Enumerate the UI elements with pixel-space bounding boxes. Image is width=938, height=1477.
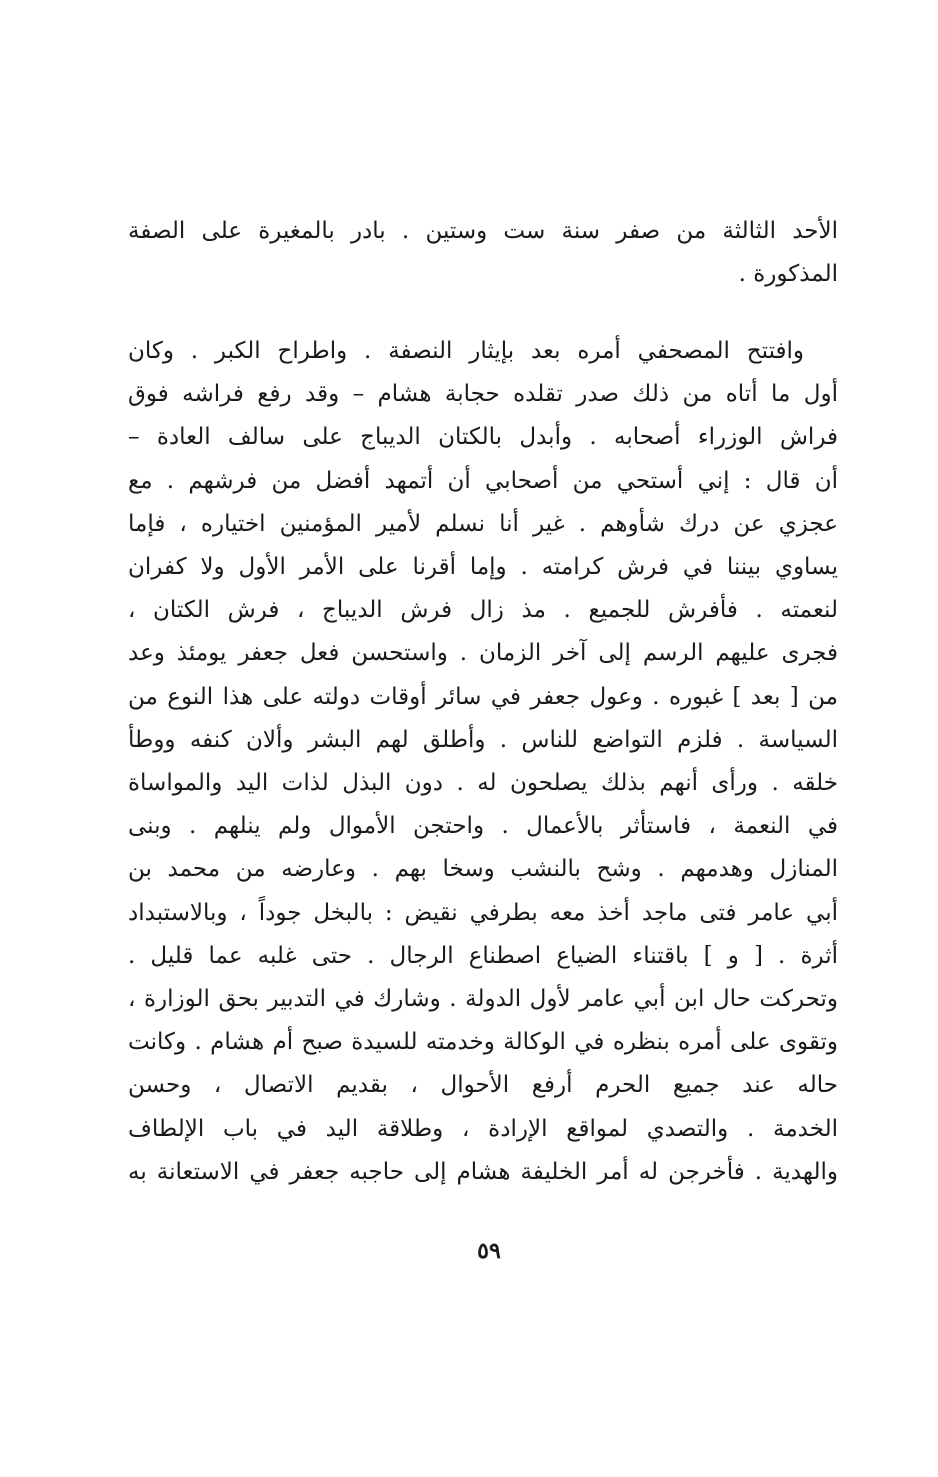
text-line: من [ بعد ] غبوره . وعول جعفر في سائر أوقات دولته على هذا النوع من <box>128 683 838 710</box>
text-line: لنعمته . فأفرش للجميع . مذ زال فرش الديباج ، فرش الكتان ، <box>128 597 838 624</box>
text-line: في النعمة ، فاستأثر بالأعمال . واحتجن الأموال ولم ينلهم . وبنى <box>128 813 838 840</box>
text-line: أبي عامر فتى ماجد أخذ معه بطرفي نقيض : بالبخل جوداً ، وبالاستبداد <box>128 899 838 926</box>
text-line: أول ما أتاه من ذلك صدر تقلده حجابة هشام – وقد رفع فراشه فوق <box>128 381 838 408</box>
text-line: الأحد الثالثة من صفر سنة ست وستين . بادر بالمغيرة على الصفة <box>128 218 838 244</box>
text-line: فجرى عليهم الرسم إلى آخر الزمان . واستحسن فعل جعفر يومئذ وعد <box>128 640 838 667</box>
text-line: يساوي بيننا في فرش كرامته . وإما أقرنا على الأمر الأول ولا كفران <box>128 554 838 581</box>
text-line: وافتتح المصحفي أمره بعد بإيثار النصفة . واطراح الكبر . وكان <box>128 338 804 364</box>
text-line: وتقوى على أمره بنظره في الوكالة وخدمته للسيدة صبح أم هشام . وكانت <box>128 1029 838 1056</box>
text-line: السياسة . فلزم التواضع للناس . وأطلق لهم البشر وألان كنفه ووطأ <box>128 726 838 753</box>
main-paragraph <box>128 330 838 1194</box>
text-line: أثرة . [ و ] باقتناء الضياع اصطناع الرجال . حتى غلبه عما قليل . <box>128 942 838 969</box>
intro-paragraph <box>128 210 838 296</box>
text-line: المذكورة . <box>738 261 838 288</box>
text-line: المنازل وهدمهم . وشح بالنشب وسخا بهم . وعارضه من محمد بن <box>128 856 838 883</box>
text-line: عجزي عن درك شأوهم . غير أنا نسلم لأمير المؤمنين اختياره ، فإما <box>128 510 838 537</box>
text-line: أن قال : إني أستحي من أصحابي أن أتمهد أفضل من فرشهم . مع <box>128 467 838 494</box>
text-line: فراش الوزراء أصحابه . وأبدل بالكتان الديباج على سالف العادة – <box>128 424 838 451</box>
text-line: الخدمة . والتصدي لمواقع الإرادة ، وطلاقة اليد في باب الإلطاف <box>128 1115 838 1142</box>
text-line: حاله عند جميع الحرم أرفع الأحوال ، بقديم الاتصال ، وحسن <box>128 1072 838 1099</box>
text-line: والهدية . فأخرجن له أمر الخليفة هشام إلى حاجبه جعفر في الاستعانة به <box>128 1158 838 1185</box>
text-line: وتحركت حال ابن أبي عامر لأول الدولة . وشارك في التدبير بحق الوزارة ، <box>128 986 838 1013</box>
page-number: ٥٩ <box>477 1238 501 1264</box>
text-line: خلقه . ورأى أنهم بذلك يصلحون له . دون البذل لذات اليد والمواساة <box>128 770 838 797</box>
